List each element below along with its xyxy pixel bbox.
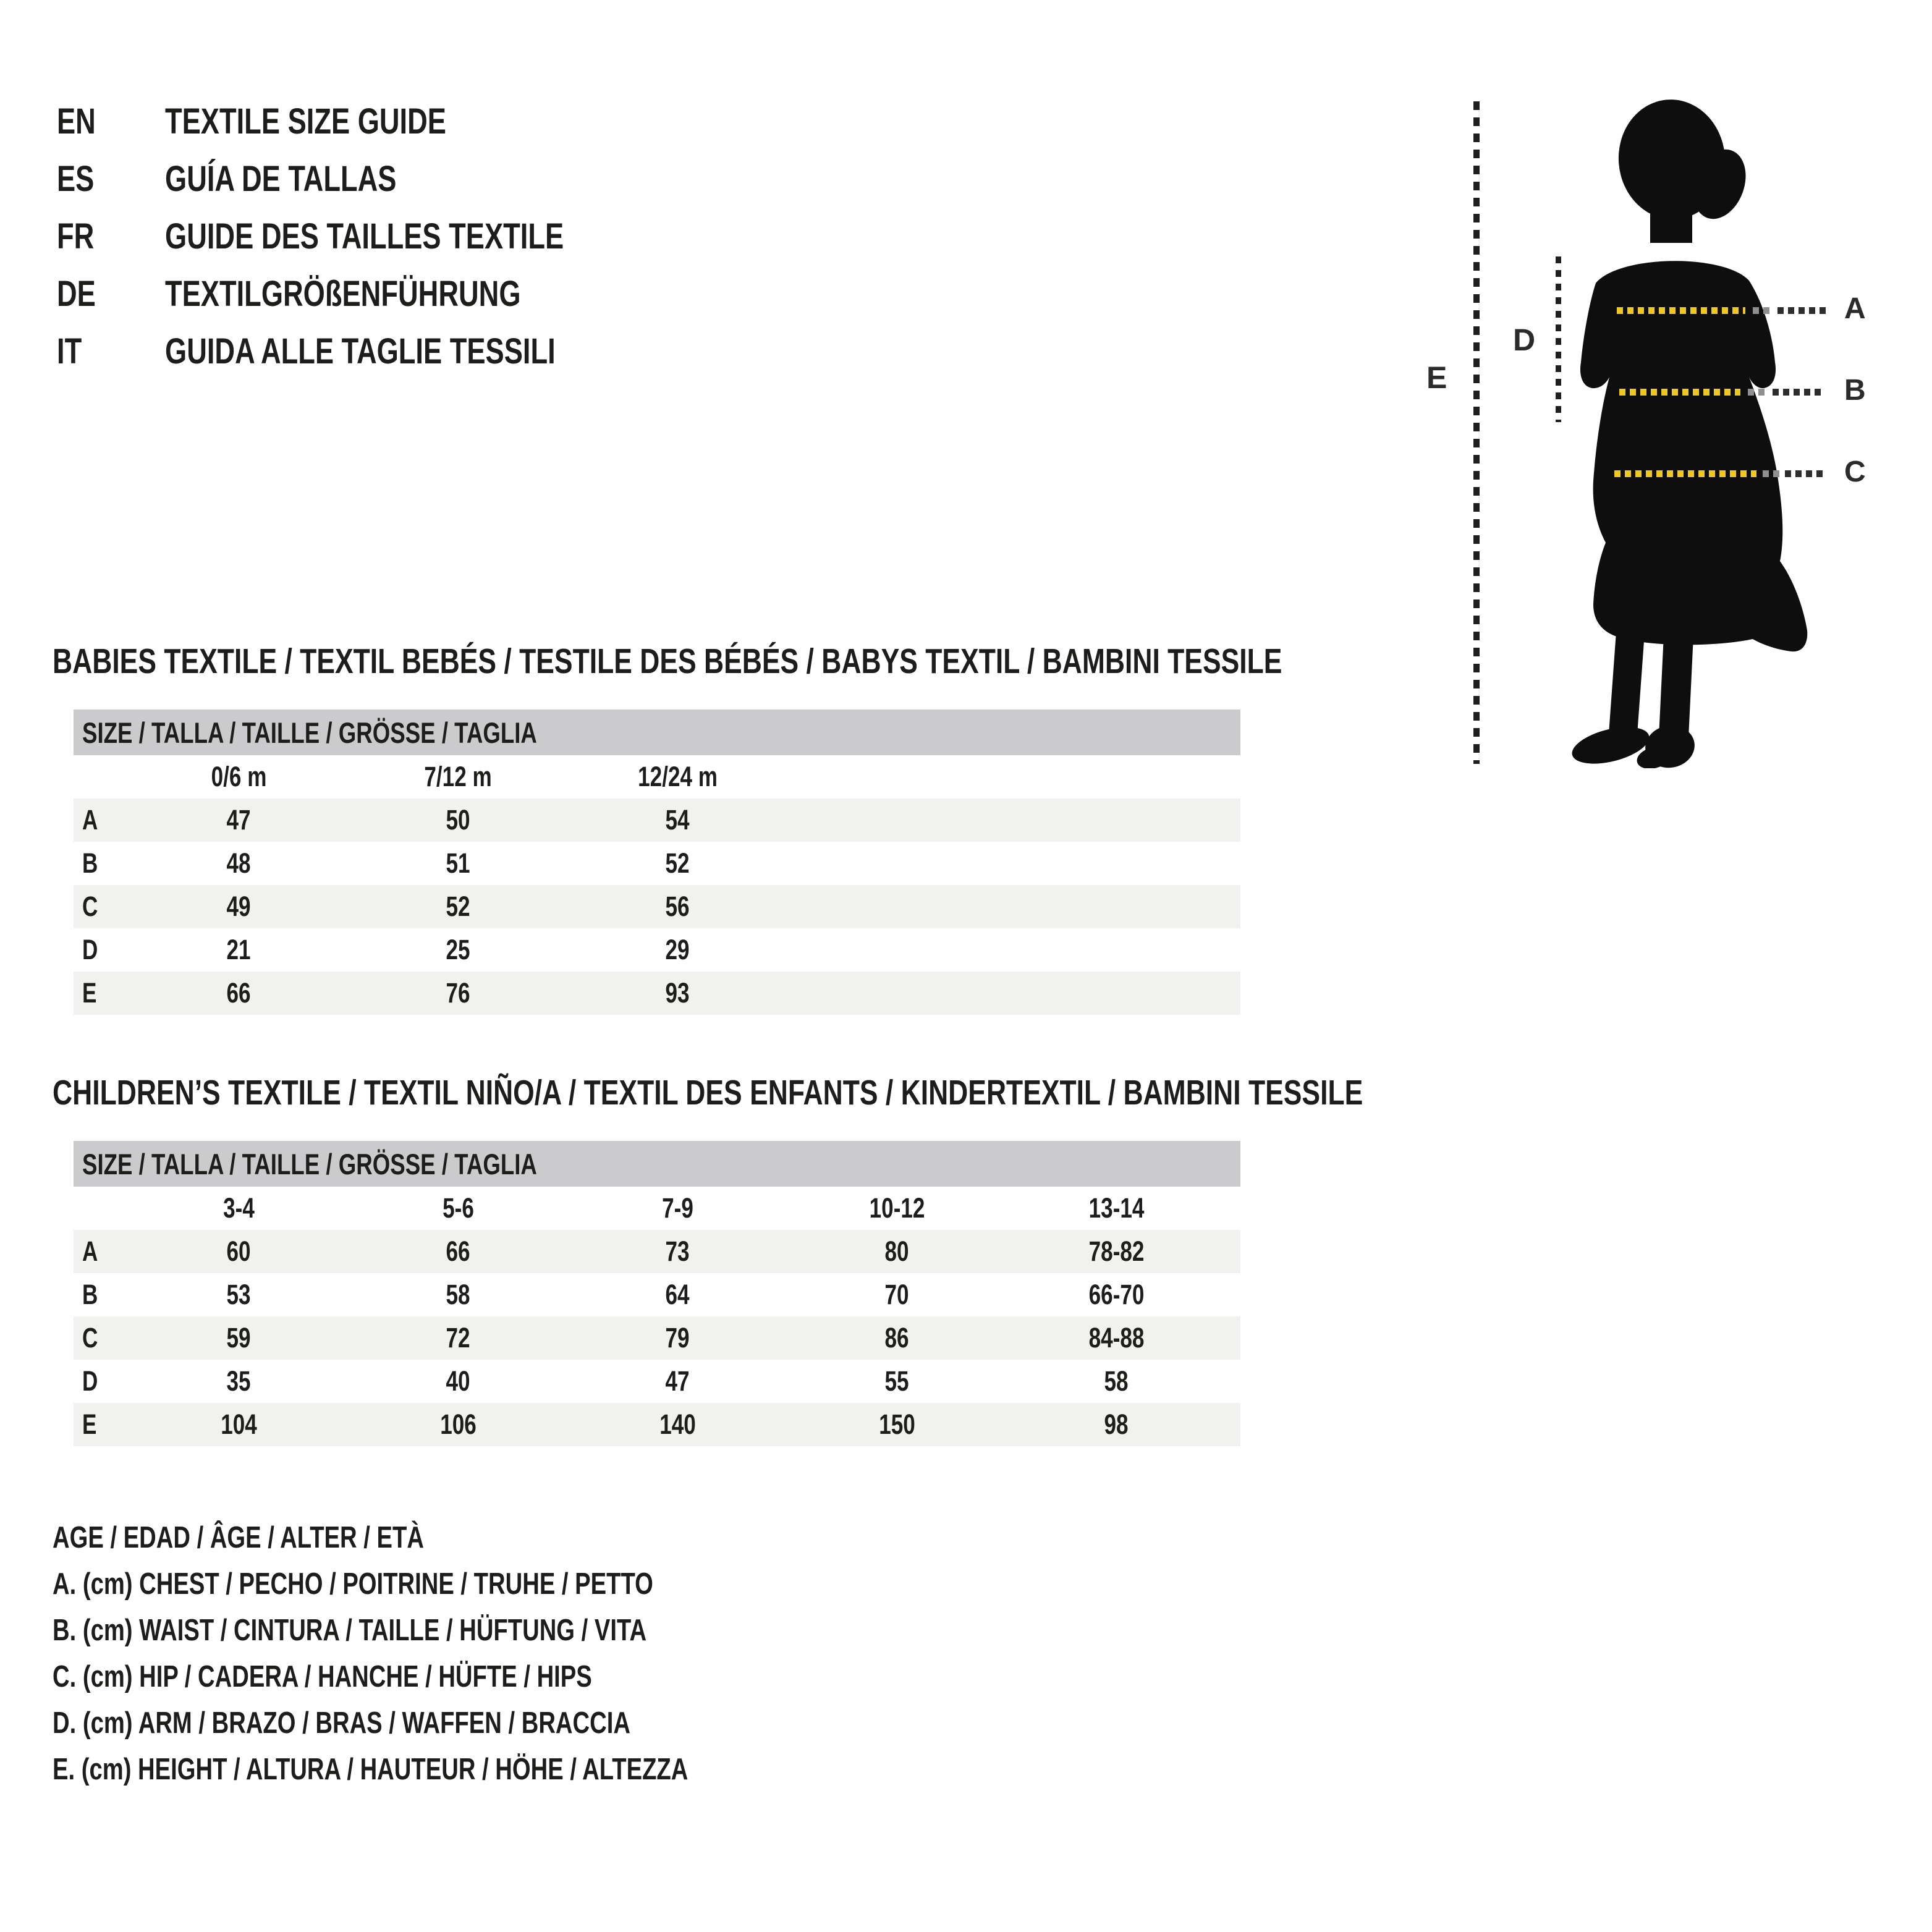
- silhouette-torso: [1580, 261, 1807, 651]
- table-row: D 35 40 47 55 58: [82, 1365, 1129, 1397]
- chest-leader-fade: [1753, 307, 1774, 314]
- language-title-list: [57, 93, 676, 380]
- lang-title-es: GUÍA DE TALLAS: [165, 159, 397, 199]
- lang-code-de: DE: [57, 274, 96, 314]
- silhouette-neck: [1650, 206, 1692, 243]
- figure-label-b: B: [1844, 374, 1866, 407]
- lang-row-es: [57, 150, 676, 208]
- table-row: C 49 52 56: [74, 885, 1240, 928]
- legend-chest: A. (cm) CHEST / PECHO / POITRINE / TRUHE / PETTO: [53, 1567, 653, 1601]
- babies-column-header-row: [74, 755, 1240, 799]
- waist-leader-dash: [1773, 389, 1824, 396]
- lang-row-fr: [57, 208, 676, 265]
- figure-label-a: A: [1844, 292, 1866, 325]
- legend-waist: B. (cm) WAIST / CINTURA / TAILLE / HÜFTUNG / VITA: [53, 1613, 647, 1647]
- legend-arm: D. (cm) ARM / BRAZO / BRAS / WAFFEN / BRACCIA: [53, 1706, 630, 1740]
- lang-row-it: [57, 323, 676, 380]
- waist-measure-dash: [1619, 389, 1740, 396]
- table-row: C 59 72 79 86 84-88: [74, 1316, 1240, 1360]
- babies-col-2: 12/24 m: [638, 761, 718, 792]
- table-row: A 47 50 54: [74, 799, 1240, 842]
- lang-code-fr: FR: [57, 216, 95, 256]
- children-column-header-row: [74, 1187, 1240, 1230]
- babies-size-table: [74, 710, 1240, 1015]
- lang-row-de: [57, 265, 676, 323]
- arm-measure-line: [1556, 256, 1561, 422]
- table-row: E 66 76 93: [74, 972, 1240, 1015]
- hip-leader-dash: [1785, 470, 1826, 477]
- table-row: D 21 25 29: [82, 934, 690, 965]
- figure-label-d: D: [1513, 323, 1536, 357]
- table-row: E 104 106 140 150 98: [74, 1403, 1240, 1446]
- waist-leader-fade: [1748, 389, 1769, 396]
- babies-col-1: 7/12 m: [424, 761, 493, 792]
- table-row: B 53 58 64 70 66-70: [82, 1279, 1145, 1310]
- lang-row-en: [57, 93, 676, 150]
- children-col-0: 3-4: [223, 1192, 255, 1224]
- lang-title-fr: GUIDE DES TAILLES TEXTILE: [165, 216, 564, 256]
- lang-title-en: TEXTILE SIZE GUIDE: [165, 101, 446, 142]
- children-col-2: 7-9: [662, 1192, 693, 1224]
- legend-height: E. (cm) HEIGHT / ALTURA / HAUTEUR / HÖHE / ALTEZZA: [53, 1752, 688, 1786]
- lang-title-it: GUIDA ALLE TAGLIE TESSILI: [165, 331, 556, 371]
- figure-label-c: C: [1844, 455, 1866, 488]
- hip-leader-fade: [1763, 470, 1781, 477]
- measurement-legend: [53, 1514, 867, 1792]
- chest-measure-dash: [1617, 307, 1745, 314]
- children-table-header: SIZE / TALLA / TAILLE / GRÖSSE / TAGLIA: [74, 1141, 1240, 1187]
- children-col-4: 13-14: [1088, 1192, 1145, 1224]
- lang-code-es: ES: [57, 159, 95, 199]
- figure-label-e: E: [1426, 360, 1447, 395]
- legend-age: AGE / EDAD / ÂGE / ALTER / ETÀ: [53, 1520, 424, 1554]
- hip-measure-dash: [1614, 470, 1756, 477]
- babies-table-header: SIZE / TALLA / TAILLE / GRÖSSE / TAGLIA: [74, 710, 1240, 755]
- children-col-3: 10-12: [869, 1192, 925, 1224]
- babies-section-title: BABIES TEXTILE / TEXTIL BEBÉS / TESTILE DES BÉBÉS / BABYS TEXTIL / BAMBINI TESSILE: [53, 642, 1282, 681]
- children-section-title: CHILDREN’S TEXTILE / TEXTIL NIÑO/A / TEXTIL DES ENFANTS / KINDERTEXTIL / BAMBINI TESSILE: [53, 1073, 1363, 1112]
- table-row: A 60 66 73 80 78-82: [74, 1230, 1240, 1273]
- lang-title-de: TEXTILGRÖßENFÜHRUNG: [165, 274, 521, 314]
- lang-code-en: EN: [57, 101, 96, 142]
- babies-col-0: 0/6 m: [211, 761, 267, 792]
- table-row: B 48 51 52: [82, 847, 690, 879]
- children-col-1: 5-6: [443, 1192, 474, 1224]
- children-size-table: [74, 1141, 1240, 1446]
- lang-code-it: IT: [57, 331, 82, 371]
- silhouette-right-leg: [1674, 635, 1679, 737]
- legend-hip: C. (cm) HIP / CADERA / HANCHE / HÜFTE / HIPS: [53, 1659, 592, 1693]
- chest-leader-dash: [1777, 307, 1826, 314]
